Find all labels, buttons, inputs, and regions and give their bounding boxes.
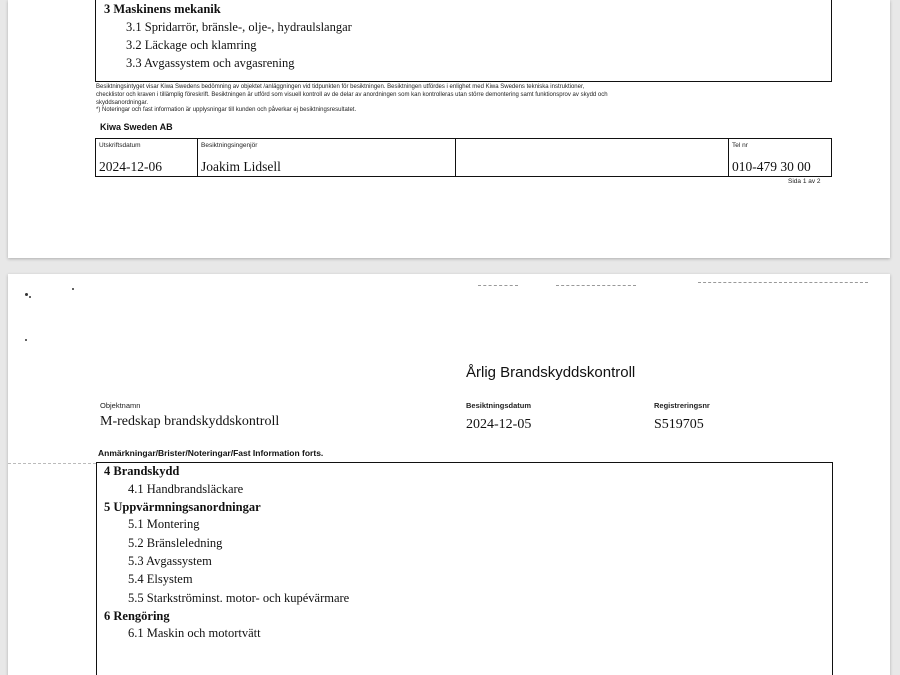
section-heading: 3 Maskinens mekanik bbox=[104, 2, 221, 16]
registration-number: S519705 bbox=[654, 417, 704, 432]
object-name: M-redskap brandskyddskontroll bbox=[100, 414, 280, 429]
disclaimer-line: *) Noteringar och fast information är upplysningar till kunden och påverkar ej besiktningsresultatet. bbox=[96, 107, 357, 114]
document-page-1 bbox=[8, 0, 890, 258]
scan-speck bbox=[25, 339, 27, 341]
inspection-date: 2024-12-05 bbox=[466, 417, 532, 432]
scan-speck bbox=[72, 288, 74, 290]
disclaimer-text bbox=[96, 84, 836, 115]
scan-speck bbox=[29, 296, 31, 298]
document-page-2 bbox=[8, 274, 890, 675]
section-item: 5.1 Montering bbox=[128, 517, 200, 531]
disclaimer-line: checklistor och kraven i tillämplig föreskrift. Besiktningen är utförd som visuell kontroll av de delar av anordningen som kan kontrolleras utan större demontering samt funktionsprov av skydd och bbox=[96, 91, 608, 98]
inspection-date-label: Besiktningsdatum bbox=[466, 401, 532, 410]
section-item: 3.1 Spridarrör, bränsle-, olje-, hydraulslangar bbox=[126, 20, 352, 34]
signature-footer bbox=[95, 138, 832, 177]
document-title: Årlig Brandskyddskontroll bbox=[466, 364, 636, 381]
registration-label: Registreringsnr bbox=[654, 401, 710, 410]
section-item: 4.1 Handbrandsläckare bbox=[128, 482, 244, 496]
phone-label: Tel nr bbox=[732, 142, 748, 149]
scan-artifact bbox=[556, 285, 636, 286]
section-heading: 5 Uppvärmningsanordningar bbox=[104, 500, 261, 514]
remarks-heading: Anmärkningar/Brister/Noteringar/Fast Information forts. bbox=[98, 448, 324, 458]
section-item: 6.1 Maskin och motortvätt bbox=[128, 626, 261, 640]
scan-speck bbox=[25, 293, 28, 296]
section-item: 5.4 Elsystem bbox=[128, 572, 193, 586]
company-name: Kiwa Sweden AB bbox=[100, 122, 173, 132]
section-item: 5.2 Bränsleledning bbox=[128, 536, 223, 550]
section-item: 3.2 Läckage och klamring bbox=[126, 38, 257, 52]
section-item: 5.5 Starkströminst. motor- och kupévärmare bbox=[128, 591, 350, 605]
section-item: 5.3 Avgassystem bbox=[128, 554, 212, 568]
engineer-label: Besiktningsingenjör bbox=[201, 142, 258, 149]
object-label: Objektnamn bbox=[100, 401, 141, 410]
print-date-value: 2024-12-06 bbox=[99, 159, 162, 174]
engineer-value: Joakim Lidsell bbox=[201, 159, 281, 174]
disclaimer-line: Besiktningsintyget visar Kiwa Swedens bedömning av objektet /anläggningen vid tidpunkten för besiktningen. Besiktningen utfördes i enlighet med Kiwa Swedens tekniska instruktioner, bbox=[96, 84, 585, 90]
section-heading: 4 Brandskydd bbox=[104, 464, 180, 478]
page-number: Sida 1 av 2 bbox=[788, 178, 821, 185]
phone-cell bbox=[729, 139, 831, 176]
scan-artifact bbox=[8, 463, 96, 464]
signature-cell bbox=[456, 139, 729, 176]
phone-value: 010-479 30 00 bbox=[732, 159, 811, 174]
print-date-cell bbox=[96, 139, 198, 176]
section-item: 3.3 Avgassystem och avgasrening bbox=[126, 56, 295, 70]
scan-artifact bbox=[698, 282, 868, 283]
print-date-label: Utskriftsdatum bbox=[99, 142, 141, 149]
section-heading: 6 Rengöring bbox=[104, 609, 170, 623]
engineer-cell bbox=[198, 139, 456, 176]
disclaimer-line: skyddsanordningar. bbox=[96, 99, 149, 106]
scan-artifact bbox=[478, 285, 518, 286]
